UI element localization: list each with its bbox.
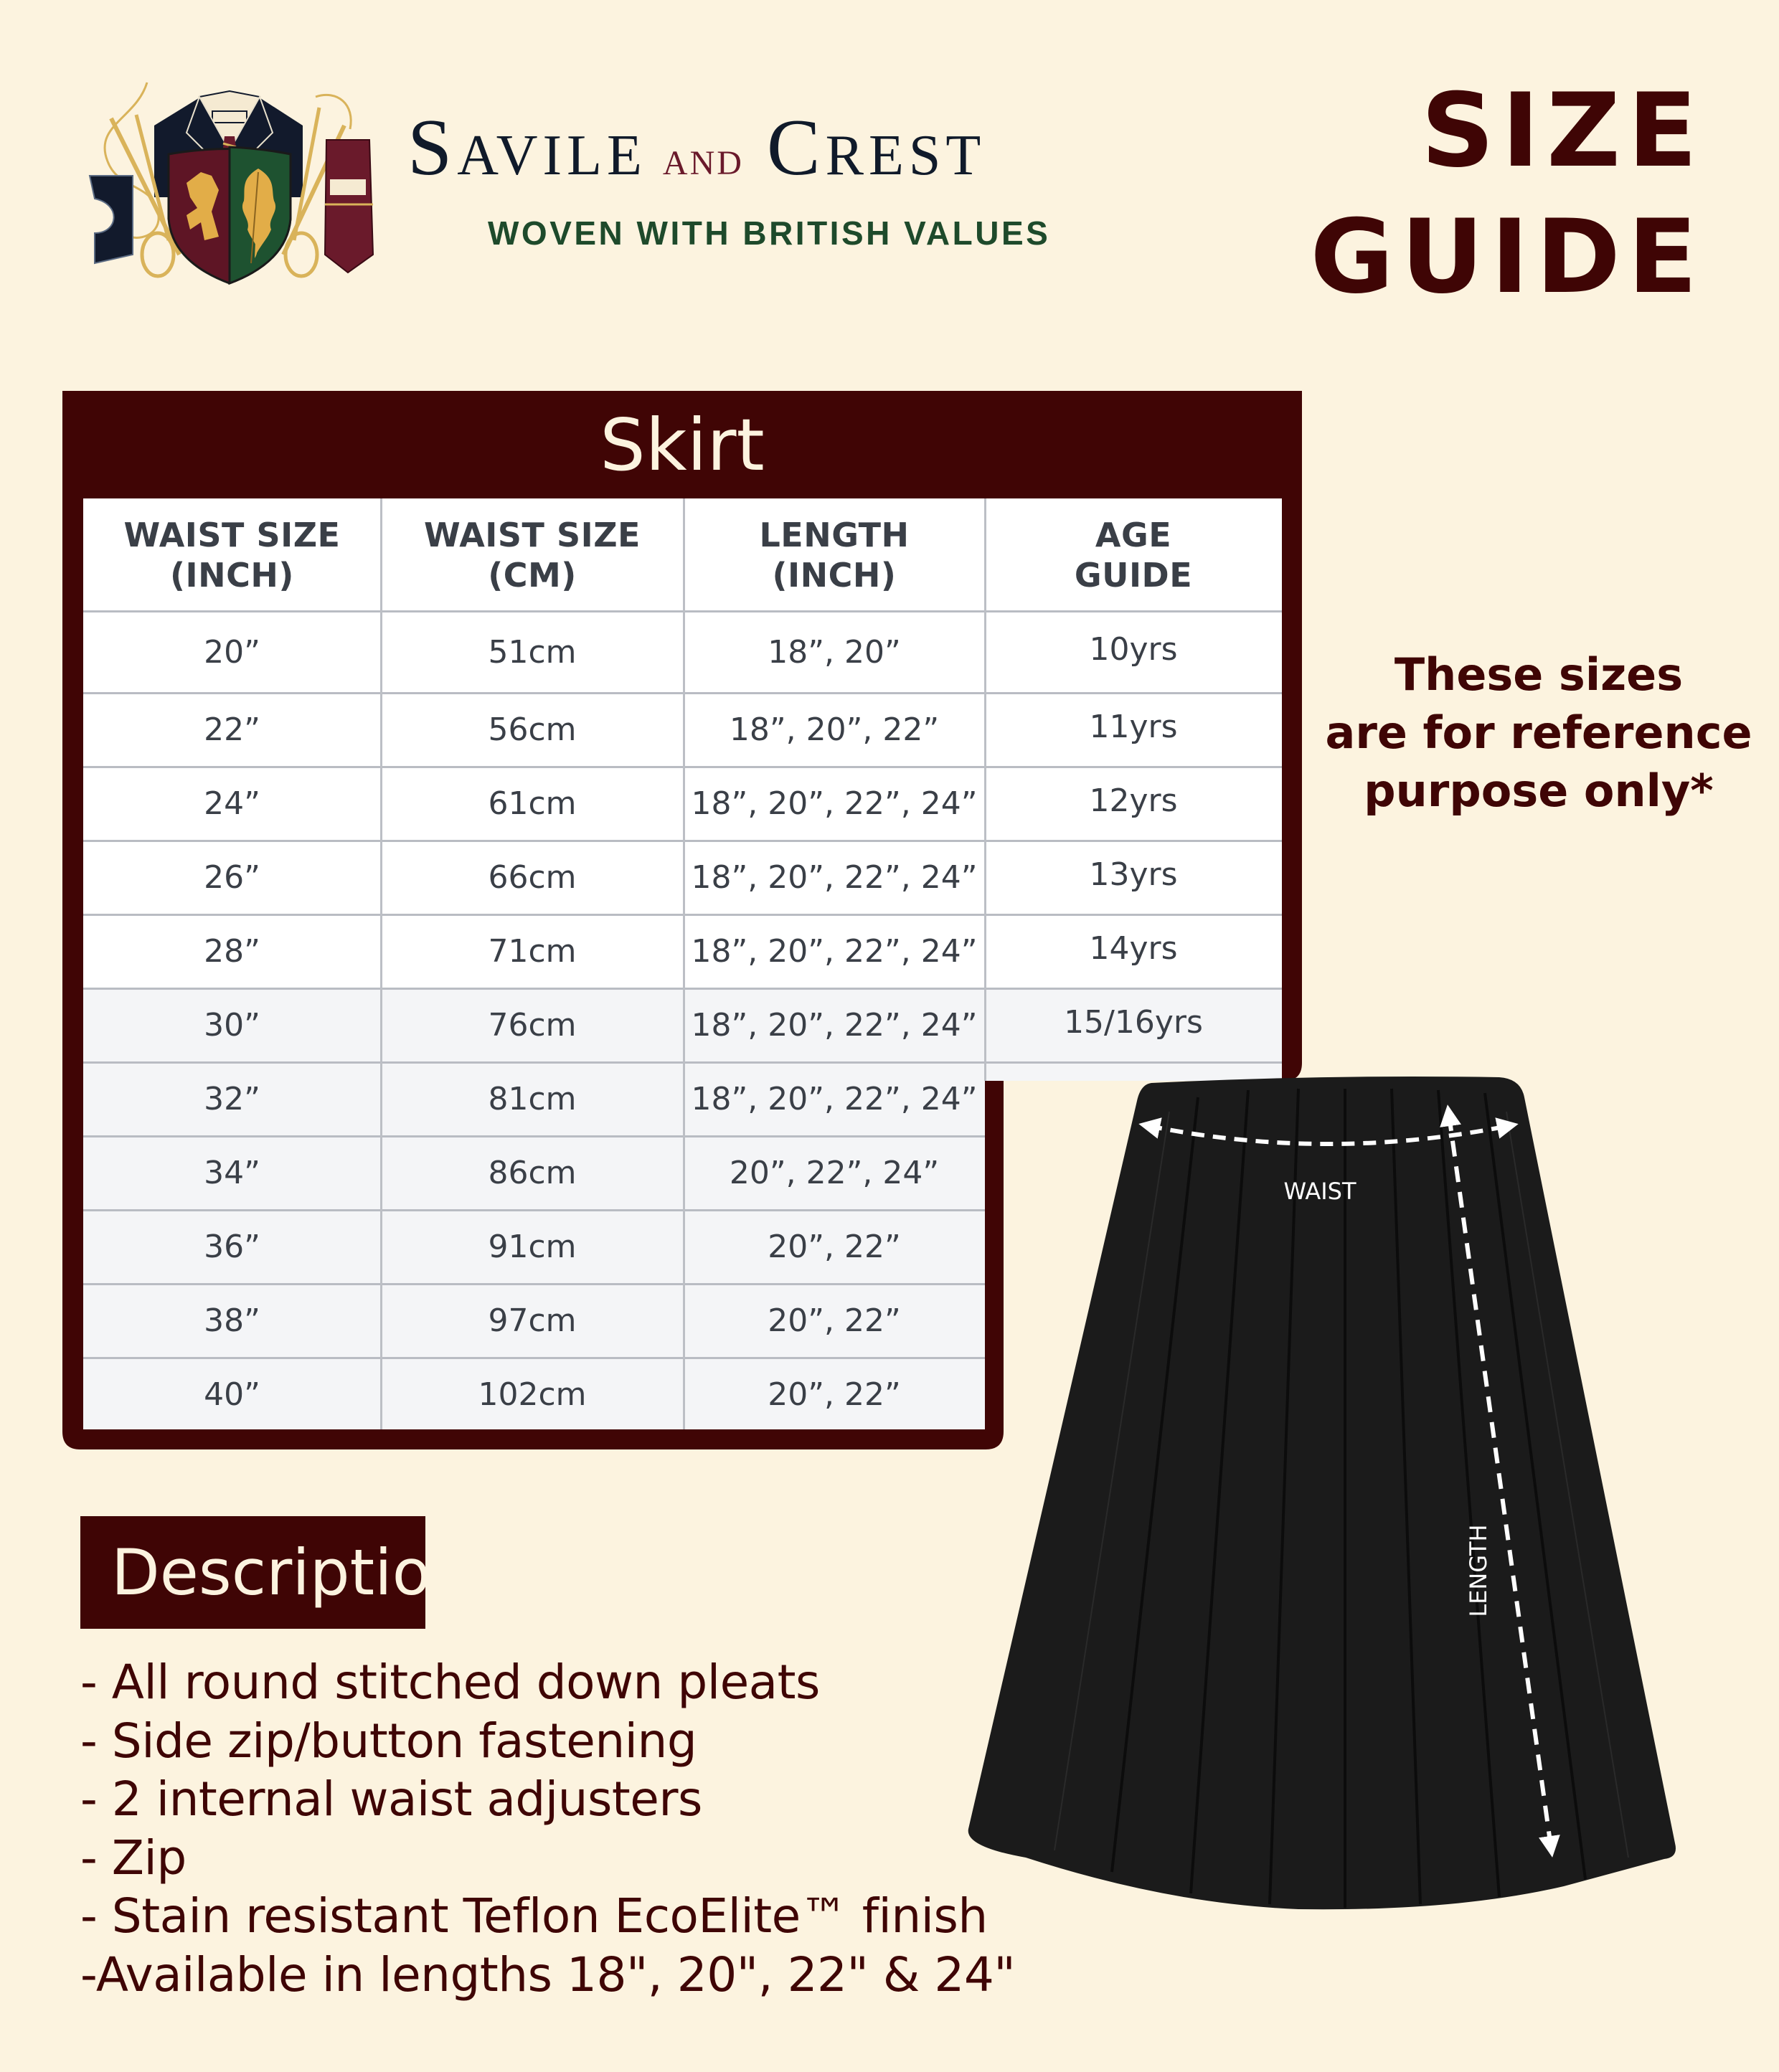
table-row-divider bbox=[83, 1357, 985, 1359]
table-col-divider bbox=[984, 498, 986, 1081]
table-cell: 20”, 22” bbox=[768, 1376, 901, 1413]
table-cell: 20”, 22”, 24” bbox=[729, 1155, 940, 1191]
page-title bbox=[1310, 68, 1704, 321]
table-cell: 12yrs bbox=[1089, 782, 1178, 819]
table-cell: 91cm bbox=[488, 1229, 577, 1265]
table-row-divider bbox=[83, 1209, 985, 1211]
reference-note bbox=[1316, 645, 1761, 820]
table-header-text: (INCH) bbox=[772, 555, 897, 595]
description-list bbox=[80, 1653, 1015, 2004]
table-cell: 36” bbox=[204, 1229, 260, 1265]
table-header-text: WAIST SIZE bbox=[424, 515, 641, 554]
table-cell: 18”, 20”, 22”, 24” bbox=[691, 859, 978, 896]
table-cell: 18”, 20”, 22” bbox=[729, 711, 940, 748]
table-col-divider bbox=[683, 498, 685, 1429]
table-row-divider bbox=[83, 1283, 985, 1285]
table-header-text: AGE bbox=[1095, 515, 1172, 554]
brand-name-crest-c: C bbox=[766, 103, 826, 192]
description-item: - 2 internal waist adjusters bbox=[80, 1771, 702, 1827]
table-header-cell bbox=[83, 498, 381, 611]
description-item: - All round stitched down pleats bbox=[80, 1655, 820, 1710]
table-cell: 76cm bbox=[488, 1007, 577, 1044]
table-cell: 18”, 20”, 22”, 24” bbox=[691, 1081, 978, 1117]
table-title: Skirt bbox=[600, 403, 765, 487]
table-cell: 32” bbox=[204, 1081, 260, 1117]
table-header-cell bbox=[684, 498, 985, 611]
table-cell: 26” bbox=[204, 859, 260, 896]
description-item: - Side zip/button fastening bbox=[80, 1713, 697, 1769]
reference-note-line2: are for reference bbox=[1325, 706, 1752, 759]
table-header-text: GUIDE bbox=[1074, 555, 1193, 595]
table-cell: 81cm bbox=[488, 1081, 577, 1117]
table-cell: 34” bbox=[204, 1155, 260, 1191]
description-title: Description bbox=[111, 1536, 471, 1609]
table-cell: 51cm bbox=[488, 633, 577, 671]
table-cell: 38” bbox=[204, 1302, 260, 1339]
description-item: -Available in lengths 18", 20", 22" & 24" bbox=[80, 1946, 1016, 2002]
table-cell: 86cm bbox=[488, 1155, 577, 1191]
description-item: - Zip bbox=[80, 1830, 187, 1886]
table-cell: 97cm bbox=[488, 1302, 577, 1339]
table-header-text: (INCH) bbox=[170, 555, 294, 595]
table-cell: 102cm bbox=[478, 1376, 587, 1413]
description-item: - Stain resistant Teflon EcoElite™ finish bbox=[80, 1888, 988, 1944]
table-cell: 71cm bbox=[488, 933, 577, 970]
table-header-cell bbox=[985, 498, 1282, 611]
table-cell: 24” bbox=[204, 785, 260, 822]
table-cell: 11yrs bbox=[1089, 709, 1178, 745]
table-cell: 18”, 20”, 22”, 24” bbox=[691, 1007, 978, 1044]
brand-tagline: WOVEN WITH BRITISH VALUES bbox=[488, 214, 1051, 252]
table-cell: 40” bbox=[204, 1376, 260, 1413]
table-cell: 18”, 20”, 22”, 24” bbox=[691, 785, 978, 822]
table-cell: 61cm bbox=[488, 785, 577, 822]
reference-note-line3: purpose only* bbox=[1364, 765, 1714, 817]
pleated-skirt-icon bbox=[954, 1069, 1686, 1929]
brand-name-and: AND bbox=[662, 144, 744, 182]
table-cell: 28” bbox=[204, 933, 260, 970]
table-header-text: (CM) bbox=[488, 555, 577, 595]
table-row-divider bbox=[83, 1135, 985, 1137]
table-cell: 30” bbox=[204, 1007, 260, 1044]
brand-name-savile-rest: AVILE bbox=[457, 124, 647, 187]
table-col-divider bbox=[380, 498, 382, 1429]
brand-name-savile-s: S bbox=[407, 103, 458, 192]
table-cell: 56cm bbox=[488, 711, 577, 748]
table-header-cell bbox=[381, 498, 684, 611]
table-cell: 66cm bbox=[488, 859, 577, 896]
table-cell: 14yrs bbox=[1089, 930, 1178, 967]
table-cell: 20” bbox=[204, 633, 260, 671]
table-cell: 18”, 20”, 22”, 24” bbox=[691, 933, 978, 970]
table-cell: 22” bbox=[204, 711, 260, 748]
table-cell: 10yrs bbox=[1089, 630, 1178, 668]
waist-label: WAIST bbox=[1283, 1178, 1356, 1205]
table-cell: 15/16yrs bbox=[1064, 1004, 1203, 1041]
crest-logo-icon bbox=[79, 75, 380, 290]
reference-note-line1: These sizes bbox=[1394, 648, 1684, 701]
table-header-text: LENGTH bbox=[759, 515, 910, 554]
page-title-line1: SIZE bbox=[1420, 72, 1704, 190]
table-header-text: WAIST SIZE bbox=[123, 515, 341, 554]
table-cell: 13yrs bbox=[1089, 856, 1178, 893]
table-cell: 20”, 22” bbox=[768, 1302, 901, 1339]
table-cell: 20”, 22” bbox=[768, 1229, 901, 1265]
table-cell: 18”, 20” bbox=[768, 633, 901, 671]
length-label: LENGTH bbox=[1465, 1524, 1492, 1617]
brand-name-crest-rest: REST bbox=[825, 124, 986, 187]
page-title-line2: GUIDE bbox=[1310, 198, 1704, 316]
brand-name bbox=[407, 103, 986, 192]
